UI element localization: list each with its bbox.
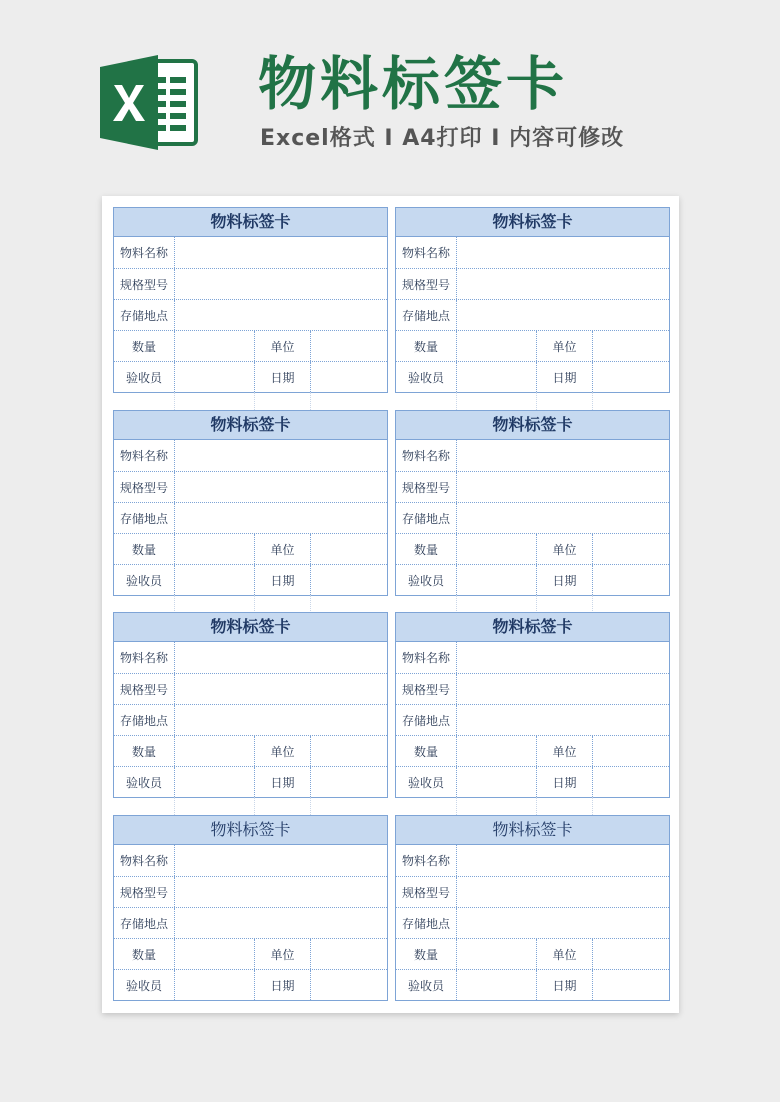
unit-label: 单位 <box>536 736 592 766</box>
unit-value[interactable] <box>310 939 387 969</box>
qty-label: 数量 <box>413 339 438 354</box>
page-subtitle: Excel格式 I A4打印 I 内容可修改 <box>260 126 625 151</box>
spec-label: 规格型号 <box>119 277 168 292</box>
spacer-cell <box>456 797 536 815</box>
inspector-label: 验收员 <box>407 573 444 588</box>
inspector-label: 验收员 <box>407 978 444 993</box>
spacer-cell <box>174 595 254 613</box>
inspector-value[interactable] <box>456 362 536 392</box>
row-location <box>114 502 387 533</box>
row-material-name <box>396 642 669 673</box>
row-inspector-date <box>396 969 669 1000</box>
spec-value[interactable] <box>174 472 387 502</box>
material-name-value[interactable] <box>456 642 669 673</box>
a4-sheet <box>102 196 679 1013</box>
location-label: 存储地点 <box>119 511 168 526</box>
location-value[interactable] <box>456 705 669 735</box>
qty-label: 数量 <box>413 744 438 759</box>
card-title: 物料标签卡 <box>114 208 387 237</box>
date-label: 日期 <box>254 565 310 595</box>
location-label: 存储地点 <box>401 916 450 931</box>
unit-label: 单位 <box>536 331 592 361</box>
card-spacer <box>113 392 388 410</box>
material-label-card <box>113 612 388 798</box>
spacer-cell <box>113 392 174 410</box>
spacer-cell <box>174 392 254 410</box>
row-spec <box>396 268 669 299</box>
row-qty-unit <box>396 330 669 361</box>
spacer-cell <box>113 797 174 815</box>
row-inspector-date <box>396 766 669 797</box>
row-qty-unit <box>114 938 387 969</box>
date-value[interactable] <box>592 970 669 1000</box>
material-label-card <box>395 207 670 393</box>
location-value[interactable] <box>174 908 387 938</box>
card-spacer <box>395 392 670 410</box>
date-label: 日期 <box>254 362 310 392</box>
inspector-value[interactable] <box>456 767 536 797</box>
spec-value[interactable] <box>174 269 387 299</box>
page-header <box>0 0 780 190</box>
material-name-label: 物料名称 <box>401 854 450 868</box>
inspector-label: 验收员 <box>125 978 162 993</box>
location-label: 存储地点 <box>401 511 450 526</box>
spacer-cell <box>395 595 456 613</box>
row-qty-unit <box>114 735 387 766</box>
location-value[interactable] <box>456 300 669 330</box>
material-name-label: 物料名称 <box>401 651 450 665</box>
spec-value[interactable] <box>456 472 669 502</box>
row-spec <box>396 876 669 907</box>
qty-value[interactable] <box>174 939 254 969</box>
row-location <box>114 704 387 735</box>
spec-label: 规格型号 <box>401 277 450 292</box>
material-label-card <box>113 410 388 596</box>
row-qty-unit <box>396 938 669 969</box>
spec-value[interactable] <box>456 269 669 299</box>
spec-value[interactable] <box>174 674 387 704</box>
material-name-value[interactable] <box>174 642 387 673</box>
card-spacer <box>113 797 388 815</box>
page-title: 物料标签卡 <box>258 50 569 118</box>
spec-label: 规格型号 <box>401 480 450 495</box>
row-qty-unit <box>114 330 387 361</box>
row-material-name <box>114 440 387 471</box>
card-title: 物料标签卡 <box>396 816 669 845</box>
date-value[interactable] <box>310 767 387 797</box>
date-label: 日期 <box>254 970 310 1000</box>
spacer-cell <box>456 595 536 613</box>
date-value[interactable] <box>310 970 387 1000</box>
row-location <box>114 907 387 938</box>
row-location <box>396 299 669 330</box>
location-value[interactable] <box>174 705 387 735</box>
spacer-cell <box>592 392 670 410</box>
material-name-value[interactable] <box>174 237 387 268</box>
inspector-value[interactable] <box>174 970 254 1000</box>
card-spacer <box>395 595 670 613</box>
material-label-card <box>395 815 670 1001</box>
spacer-cell <box>592 595 670 613</box>
row-location <box>396 907 669 938</box>
row-inspector-date <box>114 766 387 797</box>
unit-label: 单位 <box>254 939 310 969</box>
unit-value[interactable] <box>592 939 669 969</box>
card-title: 物料标签卡 <box>114 613 387 642</box>
material-label-card <box>113 207 388 393</box>
row-spec <box>114 268 387 299</box>
date-value[interactable] <box>310 362 387 392</box>
spacer-cell <box>536 797 592 815</box>
date-value[interactable] <box>592 767 669 797</box>
location-value[interactable] <box>174 300 387 330</box>
qty-value[interactable] <box>456 939 536 969</box>
unit-value[interactable] <box>310 534 387 564</box>
date-label: 日期 <box>254 767 310 797</box>
material-name-label: 物料名称 <box>119 449 168 463</box>
card-spacer <box>113 595 388 613</box>
material-label-card <box>113 815 388 1001</box>
spec-label: 规格型号 <box>401 682 450 697</box>
unit-label: 单位 <box>536 939 592 969</box>
card-title: 物料标签卡 <box>396 613 669 642</box>
spacer-cell <box>310 797 388 815</box>
spacer-cell <box>254 797 310 815</box>
spec-label: 规格型号 <box>119 682 168 697</box>
unit-label: 单位 <box>536 534 592 564</box>
row-qty-unit <box>114 533 387 564</box>
row-location <box>114 299 387 330</box>
inspector-value[interactable] <box>174 767 254 797</box>
date-value[interactable] <box>310 565 387 595</box>
location-label: 存储地点 <box>119 308 168 323</box>
inspector-label: 验收员 <box>407 370 444 385</box>
spec-label: 规格型号 <box>401 885 450 900</box>
material-label-card <box>395 410 670 596</box>
row-qty-unit <box>396 533 669 564</box>
card-spacer <box>395 797 670 815</box>
row-inspector-date <box>396 564 669 595</box>
material-name-label: 物料名称 <box>401 449 450 463</box>
material-label-card <box>395 612 670 798</box>
location-label: 存储地点 <box>119 916 168 931</box>
card-title: 物料标签卡 <box>114 411 387 440</box>
qty-label: 数量 <box>413 947 438 962</box>
location-label: 存储地点 <box>401 308 450 323</box>
date-label: 日期 <box>536 970 592 1000</box>
spacer-cell <box>254 392 310 410</box>
card-title: 物料标签卡 <box>114 816 387 845</box>
qty-label: 数量 <box>131 339 156 354</box>
spacer-cell <box>113 595 174 613</box>
location-value[interactable] <box>174 503 387 533</box>
row-inspector-date <box>114 361 387 392</box>
row-inspector-date <box>396 361 669 392</box>
material-name-value[interactable] <box>174 440 387 471</box>
qty-value[interactable] <box>456 534 536 564</box>
qty-value[interactable] <box>174 331 254 361</box>
unit-value[interactable] <box>592 331 669 361</box>
row-location <box>396 502 669 533</box>
material-name-label: 物料名称 <box>119 651 168 665</box>
material-name-label: 物料名称 <box>119 854 168 868</box>
inspector-label: 验收员 <box>125 573 162 588</box>
material-name-value[interactable] <box>456 237 669 268</box>
qty-label: 数量 <box>131 542 156 557</box>
material-name-value[interactable] <box>456 845 669 876</box>
card-title: 物料标签卡 <box>396 208 669 237</box>
row-material-name <box>396 845 669 876</box>
unit-value[interactable] <box>592 736 669 766</box>
location-value[interactable] <box>456 908 669 938</box>
inspector-value[interactable] <box>456 970 536 1000</box>
inspector-value[interactable] <box>174 565 254 595</box>
row-material-name <box>114 237 387 268</box>
spacer-cell <box>310 392 388 410</box>
row-inspector-date <box>114 969 387 1000</box>
spec-value[interactable] <box>456 674 669 704</box>
material-name-value[interactable] <box>456 440 669 471</box>
location-value[interactable] <box>456 503 669 533</box>
excel-logo-icon <box>100 55 200 150</box>
row-material-name <box>114 845 387 876</box>
row-spec <box>396 471 669 502</box>
row-material-name <box>396 237 669 268</box>
row-material-name <box>114 642 387 673</box>
row-qty-unit <box>396 735 669 766</box>
location-label: 存储地点 <box>119 713 168 728</box>
spacer-cell <box>174 797 254 815</box>
spacer-cell <box>395 392 456 410</box>
row-spec <box>114 673 387 704</box>
spacer-cell <box>395 797 456 815</box>
qty-value[interactable] <box>174 736 254 766</box>
row-material-name <box>396 440 669 471</box>
unit-value[interactable] <box>310 736 387 766</box>
spacer-cell <box>456 392 536 410</box>
unit-value[interactable] <box>592 534 669 564</box>
material-name-label: 物料名称 <box>119 246 168 260</box>
date-value[interactable] <box>592 565 669 595</box>
unit-value[interactable] <box>310 331 387 361</box>
inspector-value[interactable] <box>174 362 254 392</box>
spec-label: 规格型号 <box>119 885 168 900</box>
qty-label: 数量 <box>131 947 156 962</box>
spacer-cell <box>536 595 592 613</box>
spec-label: 规格型号 <box>119 480 168 495</box>
qty-label: 数量 <box>413 542 438 557</box>
date-label: 日期 <box>536 362 592 392</box>
qty-value[interactable] <box>456 736 536 766</box>
material-name-label: 物料名称 <box>401 246 450 260</box>
date-label: 日期 <box>536 565 592 595</box>
inspector-value[interactable] <box>456 565 536 595</box>
qty-label: 数量 <box>131 744 156 759</box>
date-label: 日期 <box>536 767 592 797</box>
location-label: 存储地点 <box>401 713 450 728</box>
row-spec <box>114 471 387 502</box>
spacer-cell <box>310 595 388 613</box>
unit-label: 单位 <box>254 736 310 766</box>
spec-value[interactable] <box>456 877 669 907</box>
row-spec <box>396 673 669 704</box>
material-name-value[interactable] <box>174 845 387 876</box>
card-title: 物料标签卡 <box>396 411 669 440</box>
qty-value[interactable] <box>174 534 254 564</box>
date-value[interactable] <box>592 362 669 392</box>
inspector-label: 验收员 <box>125 370 162 385</box>
spacer-cell <box>536 392 592 410</box>
row-inspector-date <box>114 564 387 595</box>
inspector-label: 验收员 <box>407 775 444 790</box>
spacer-cell <box>254 595 310 613</box>
qty-value[interactable] <box>456 331 536 361</box>
row-spec <box>114 876 387 907</box>
unit-label: 单位 <box>254 534 310 564</box>
spec-value[interactable] <box>174 877 387 907</box>
row-location <box>396 704 669 735</box>
inspector-label: 验收员 <box>125 775 162 790</box>
unit-label: 单位 <box>254 331 310 361</box>
spacer-cell <box>592 797 670 815</box>
